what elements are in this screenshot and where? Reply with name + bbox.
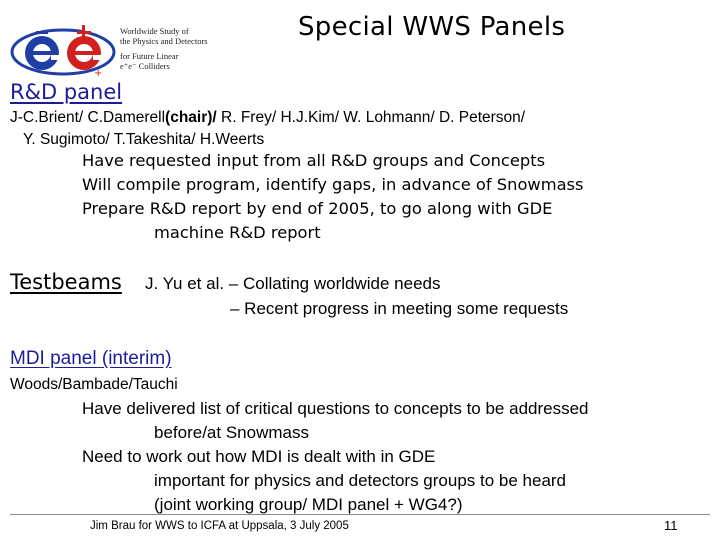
mdi-item: Need to work out how MDI is dealt with in GDE — [82, 447, 436, 466]
logo-line: e⁺e⁻ Colliders — [120, 60, 170, 71]
rd-item: Will compile program, identify gaps, in advance of Snowmass — [82, 175, 584, 194]
mdi-item: Have delivered list of critical questions to concepts to be addressed — [82, 399, 589, 418]
rd-panel-heading: R&D panel — [10, 80, 123, 104]
rd-members-part: J-C.Brient/ C.Damerell — [10, 109, 166, 126]
rd-members-part: R. Frey/ H.J.Kim/ W. Lohmann/ D. Peterson/ — [216, 109, 526, 126]
logo-line: for Future Linear — [120, 51, 179, 61]
mdi-panel-members: Woods/Bambade/Tauchi — [10, 376, 178, 393]
testbeams-line: J. Yu et al. – Collating worldwide needs — [145, 274, 441, 293]
rd-item: Have requested input from all R&D groups and Concepts — [82, 151, 546, 170]
mdi-item-continuation: important for physics and detectors groups to be heard — [154, 471, 567, 490]
mdi-item-continuation: before/at Snowmass — [154, 423, 309, 442]
testbeams-heading: Testbeams — [10, 270, 122, 294]
page-number: 11 — [664, 518, 678, 533]
testbeams-line: – Recent progress in meeting some requests — [230, 299, 569, 318]
slide-title: Special WWS Panels — [298, 12, 566, 42]
logo-caption — [120, 27, 230, 71]
logo-line: the Physics and Detectors — [120, 35, 208, 46]
rd-panel-members — [10, 107, 525, 151]
rd-chair-label: (chair)/ — [165, 109, 217, 126]
rd-members-line-2: Y. Sugimoto/ T.Takeshita/ H.Weerts — [23, 131, 265, 148]
logo-line: Worldwide Study of — [120, 26, 189, 36]
mdi-panel-heading: MDI panel (interim) — [10, 348, 172, 369]
svg-text:+: + — [94, 68, 103, 79]
rd-members-line-1 — [10, 107, 525, 129]
footer-divider — [10, 514, 710, 515]
rd-item: Prepare R&D report by end of 2005, to go along with GDE — [82, 199, 553, 218]
rd-item-continuation: machine R&D report — [154, 223, 321, 242]
mdi-item-continuation: (joint working group/ MDI panel + WG4?) — [154, 495, 463, 514]
footer-text: Jim Brau for WWS to ICFA at Uppsala, 3 July 2005 — [90, 520, 349, 532]
wws-logo-icon — [8, 22, 118, 80]
rd-panel-items — [82, 149, 584, 245]
mdi-panel-items — [82, 397, 589, 517]
